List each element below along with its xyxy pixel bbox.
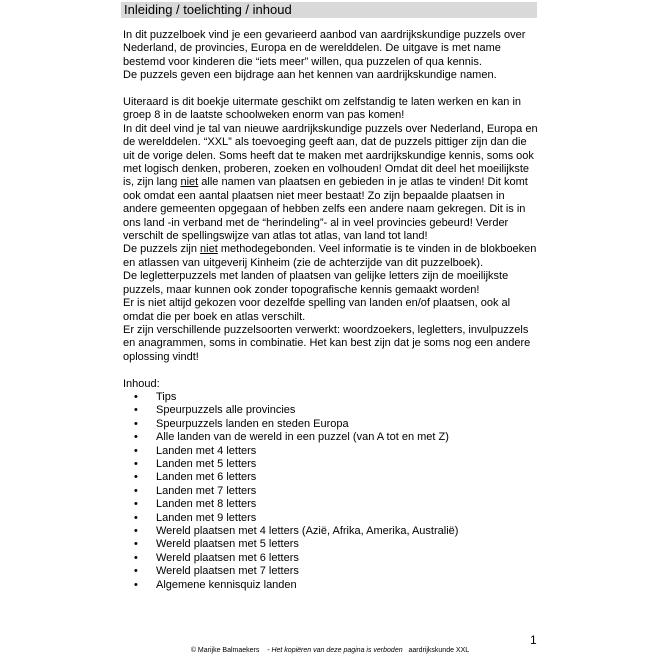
toc-item: • Wereld plaatsen met 7 letters [123,565,543,578]
toc-item: • Wereld plaatsen met 5 letters [123,538,543,551]
toc-item: • Tips [123,391,543,404]
intro-paragraph-2 [123,96,543,364]
footer-copy-notice: - Het kopiëren van deze pagina is verboden [267,647,403,654]
paragraph-gap [123,83,543,96]
paragraph-gap [123,364,543,377]
text-line: Er zijn verschillende puzzelsoorten verwerkt: woordzoekers, legletters, invulpuzzels [123,323,529,336]
intro-paragraph-1 [123,29,543,83]
underlined-word: niet [180,176,199,189]
text-line: groep 8 in de laatste schoolweken enorm van pas komen! [123,109,405,122]
toc-heading: Inhoud: [123,377,160,390]
page-number: 1 [530,633,537,647]
text-line: andere gemeenten opgegaan of hebben zelfs een andere naam gekregen. Dit is in [123,203,526,216]
text-fragment: De puzzels zijn [123,243,201,256]
underlined-word: niet [200,243,218,256]
page-heading [121,2,537,18]
text-line: De puzzels geven een bijdrage aan het kennen van aardrijkskundige namen. [123,69,497,82]
toc-item: • Algemene kennisquiz landen [123,579,543,592]
text-line: Uiteraard is dit boekje uitermate geschikt om zelfstandig te laten werken en kan in [123,96,522,109]
text-line: uit de vorige delen. Soms heeft dat te maken met aardrijkskundige kennis, soms ook [123,149,534,162]
page-title: Inleiding / toelichting / inhoud [124,2,292,17]
toc-item: • Alle landen van de wereld in een puzzel (van A tot en met Z) [123,431,543,444]
footer-copyright: © Marijke Balmaekers [190,647,260,654]
toc-item: • Landen met 9 letters [123,512,543,525]
text-line: en atlassen van uitgeverij Kinheim (zie de achterzijde van dit puzzelboek). [123,256,484,269]
toc-item: • Speurpuzzels landen en steden Europa [123,418,543,431]
toc-item: • Speurpuzzels alle provincies [123,404,543,417]
text-line: met logisch denken, proberen, zoeken en volhouden! Omdat dit deel het moeilijkste [123,163,530,176]
text-line: de werelddelen. “XXL” als toevoeging geeft aan, dat de puzzels pittiger zijn dan die [123,136,527,149]
text-line: De legletterpuzzels met landen of plaatsen van gelijke letters zijn de moeilijkste [123,270,509,283]
toc-item: • Landen met 8 letters [123,498,543,511]
text-line: Er is niet altijd gekozen voor dezelfde spelling van landen en/of plaatsen, ook al [123,297,511,310]
text-line [123,176,543,189]
page-footer [0,647,660,654]
text-line: ook omdat een aantal plaatsen niet meer bestaat! Zo zijn bepaalde plaatsen in [123,189,505,202]
document-body [123,29,543,592]
text-line: ons land -in verband met de “herindeling”- al in veel provincies gebeurd! Verder [123,216,509,229]
text-line: omdat die per boek en atlas verschilt. [123,310,306,323]
text-line: Nederland, de provincies, Europa en de werelddelen. De uitgave is met name [123,42,501,55]
text-line: In dit puzzelboek vind je een gevarieerd aanbod van aardrijkskundige puzzels over [123,29,526,41]
text-fragment: methodegebonden. Veel informatie is te vinden in de blokboeken [217,243,537,256]
text-line: oplossing vindt! [123,350,199,363]
toc-item: • Wereld plaatsen met 6 letters [123,552,543,565]
toc-item: • Wereld plaatsen met 4 letters (Azië, Afrika, Amerika, Australië) [123,525,543,538]
footer-book-title: aardrijkskunde XXL [408,647,470,654]
toc-item: • Landen met 5 letters [123,458,543,471]
toc-item: • Landen met 6 letters [123,471,543,484]
text-line: bestemd voor kinderen die “iets meer” willen, qua puzzelen of qua kennis. [123,55,482,68]
toc-item: • Landen met 4 letters [123,445,543,458]
text-line: puzzels, maar kunnen ook zonder topografische kennis gemaakt worden! [123,283,480,296]
toc-list [123,391,543,592]
text-fragment: is, zijn lang [123,176,181,189]
text-line: verschilt de spellingswijze van atlas tot atlas, van land tot land! [123,230,428,243]
text-line [123,243,543,256]
text-fragment: alle namen van plaatsen en gebieden in je atlas te vinden! Dit komt [198,176,528,189]
text-line: en anagrammen, soms in combinatie. Het kan best zijn dat je soms nog een andere [123,337,531,350]
toc-item: • Landen met 7 letters [123,485,543,498]
text-line: In dit deel vind je tal van nieuwe aardrijkskundige puzzels over Nederland, Europa en [123,122,538,135]
